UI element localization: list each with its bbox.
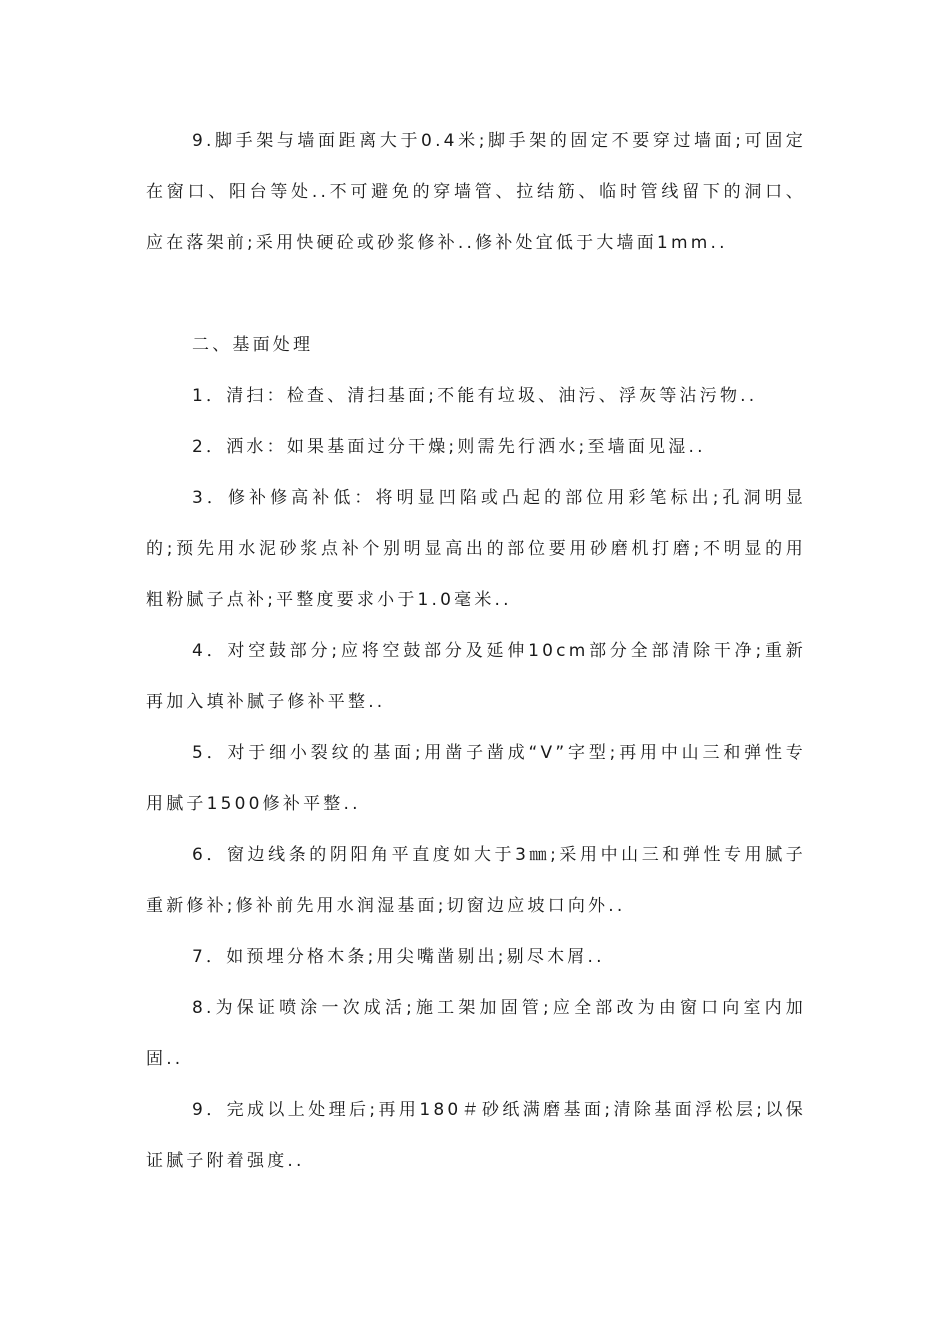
section-heading: 二、基面处理 xyxy=(192,335,314,355)
paragraph-item-9: 9．完成以上处理后;再用180＃砂纸满磨基面;清除基面浮松层;以保证腻子附着强度.. xyxy=(146,1100,806,1171)
paragraph-item-1: 1．清扫：检查、清扫基面;不能有垃圾、油污、浮灰等沾污物.. xyxy=(192,386,758,406)
paragraph-spacer xyxy=(146,269,806,320)
document-body xyxy=(146,116,806,1187)
paragraph-item-6: 6．窗边线条的阴阳角平直度如大于3㎜;采用中山三和弹性专用腻子重新修补;修补前先用水润湿基面;切窗边应坡口向外.. xyxy=(146,845,806,916)
paragraph-item-3: 3．修补修高补低：将明显凹陷或凸起的部位用彩笔标出;孔洞明显的;预先用水泥砂浆点补个别明显高出的部位要用砂磨机打磨;不明显的用粗粉腻子点补;平整度要求小于1.0毫米.. xyxy=(146,488,806,610)
paragraph-item-7: 7．如预埋分格木条;用尖嘴凿剔出;剔尽木屑.. xyxy=(192,947,605,967)
paragraph-item-8: 8.为保证喷涂一次成活;施工架加固管;应全部改为由窗口向室内加固.. xyxy=(146,998,806,1069)
paragraph-item-5: 5．对于细小裂纹的基面;用凿子凿成“V”字型;再用中山三和弹性专用腻子1500修补平整.. xyxy=(146,743,806,814)
paragraph-scaffold-note: 9.脚手架与墙面距离大于0.4米;脚手架的固定不要穿过墙面;可固定在窗口、阳台等处..不可避免的穿墙管、拉结筋、临时管线留下的洞口、应在落架前;采用快硬砼或砂浆修补..修补处宜低于大墙面1mm.. xyxy=(146,131,806,253)
paragraph-item-2: 2．洒水：如果基面过分干燥;则需先行洒水;至墙面见湿.. xyxy=(192,437,706,457)
paragraph-item-4: 4．对空鼓部分;应将空鼓部分及延伸10cm部分全部清除干净;重新再加入填补腻子修补平整.. xyxy=(146,641,806,712)
